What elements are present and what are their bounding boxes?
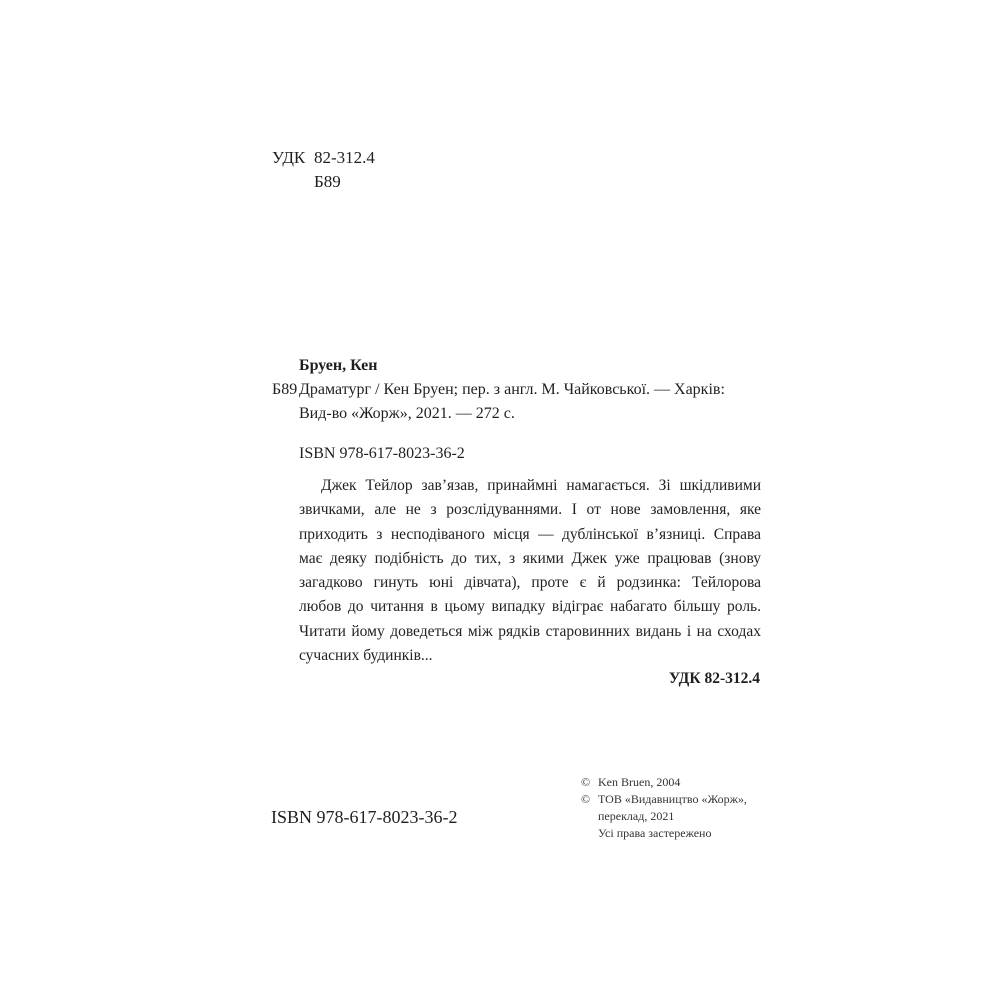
annotation-line: загадково гинуть юні дівчата), проте є й родзинка: Тейлорова [299, 574, 761, 592]
udk-author-mark: Б89 [314, 172, 341, 191]
annotation-line: сучасних будинків... [299, 647, 433, 665]
annotation-line: приходить з несподіваного місця — дублінської в’язниці. Справа [299, 525, 761, 543]
annotation-line: звичками, але не з розслідуваннями. І от нове замовлення, яке [299, 501, 761, 519]
copyright-sign: © [581, 775, 591, 789]
udk-row [272, 146, 375, 170]
bibliographic-record [272, 354, 752, 466]
annotation-line: Джек Тейлор зав’язав, принаймні намагається. Зі шкідливими [321, 477, 761, 494]
annotation-line: має деяку подібність до тих, з якими Джек уже працював (знову [299, 549, 761, 567]
rights-reserved: Усі права застережено [598, 826, 712, 840]
record-description-row [272, 378, 752, 426]
isbn-bottom: ISBN 978-617-8023-36-2 [271, 807, 458, 827]
copyright-text [598, 791, 781, 825]
copyright-line: переклад, 2021 [598, 809, 675, 823]
annotation-udk: УДК 82-312.4 [668, 670, 760, 687]
record-author: Бруен, Кен [299, 357, 378, 374]
annotation-line: любов до читання в цьому випадку відіграє набагато більшу роль. [299, 598, 761, 616]
udk-block [272, 146, 375, 194]
annotation-line: Читати йому доведеться між рядків старовинних видань і на сходах [299, 622, 761, 640]
copyright-line: ТОВ «Видавництво «Жорж», [598, 792, 747, 806]
copyright-sign: © [581, 792, 591, 806]
copyright-line: Ken Bruen, 2004 [598, 775, 681, 789]
record-description [299, 378, 752, 426]
copyright-entry [581, 774, 781, 791]
udk-label: УДК [272, 148, 306, 167]
udk-code: 82-312.4 [314, 148, 375, 167]
copyright-text [598, 774, 781, 791]
record-isbn: ISBN 978-617-8023-36-2 [299, 445, 465, 462]
annotation [299, 474, 761, 668]
record-description-line: Вид-во «Жорж», 2021. — 272 с. [299, 405, 515, 422]
record-description-line: Драматург / Кен Бруен; пер. з англ. М. Чайковської. — Харків: [299, 381, 725, 398]
copyright-block [581, 774, 781, 842]
copyright-entry [581, 791, 781, 825]
record-author-mark: Б89 [272, 381, 298, 398]
